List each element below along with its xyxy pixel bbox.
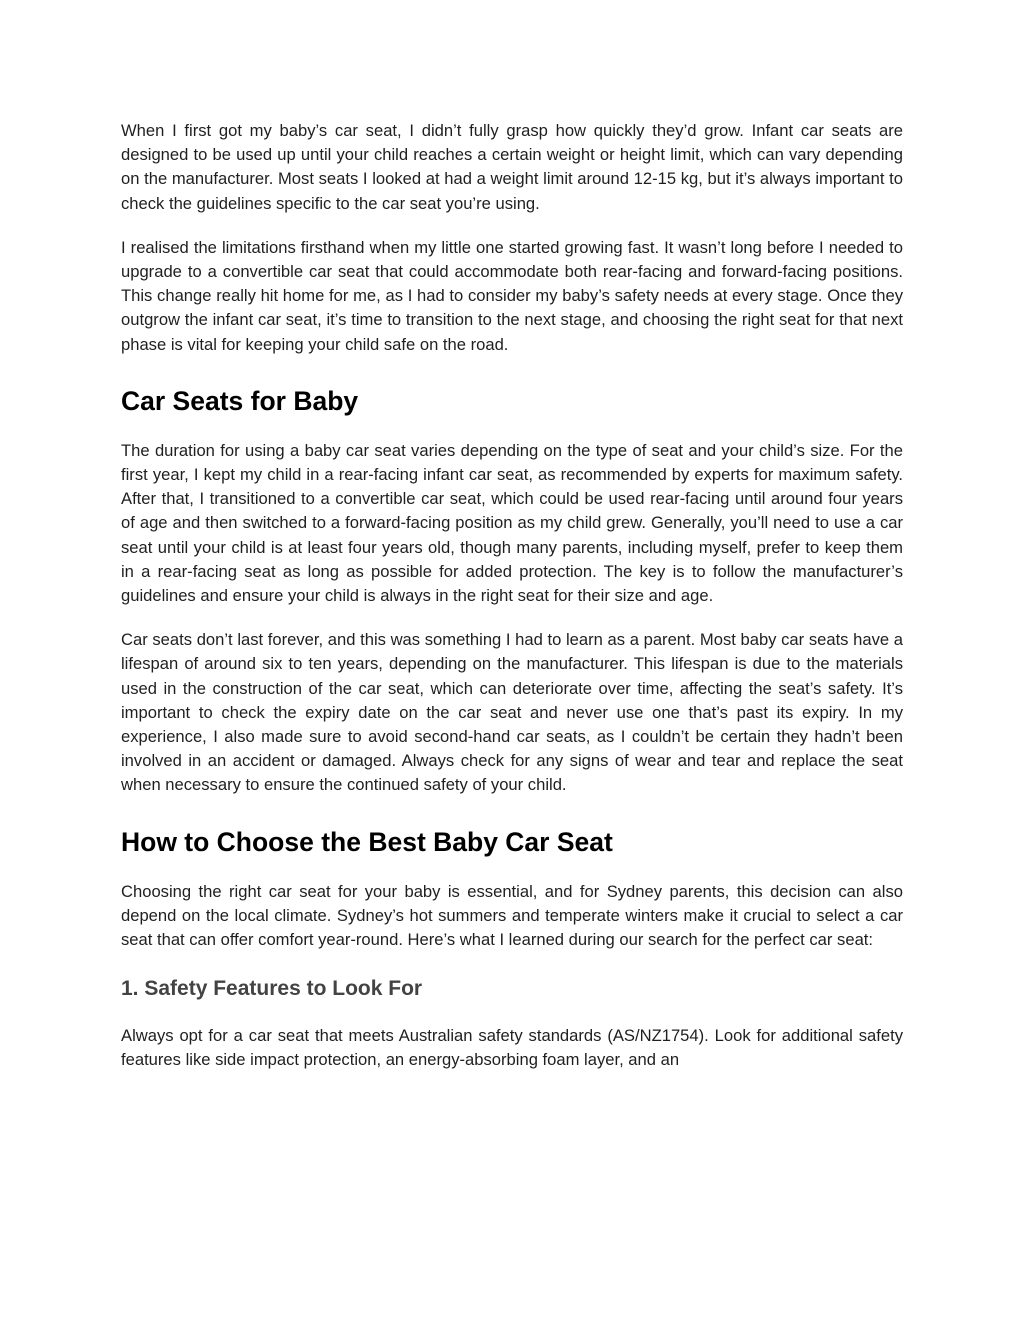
subheading-safety-features: 1. Safety Features to Look For [121,977,423,1001]
intro-paragraph-2: I realised the limitations firsthand when my little one started growing fast. It wasn’t long before I needed to upgrade to a convertible car seat that could accommodate both rear-facing and forward-facing positions. This change really hit home for me, as I had to consider my baby’s safety needs at every stage. Once they outgrow the infant car seat, it’s time to transition to the next stage, and choosing the right seat for that next phase is vital for keeping your child safe on the road. [121,237,903,354]
document-page [121,119,903,1093]
safety-paragraph: Always opt for a car seat that meets Australian safety standards (AS/NZ1754). Look for additional safety features like side impact protection, an energy-absorbing foam layer, and an [121,1026,903,1070]
heading-car-seats-for-baby: Car Seats for Baby [121,385,359,416]
heading-how-to-choose: How to Choose the Best Baby Car Seat [121,826,613,857]
intro-paragraph-1: When I first got my baby’s car seat, I didn’t fully grasp how quickly they’d grow. Infant car seats are designed to be used up until your child reaches a certain weight or height limit, which can vary depending on the manufacturer. Most seats I looked at had a weight limit around 12-15 kg, but it’s always important to check the guidelines specific to the car seat you’re using. [121,121,903,213]
car-seats-paragraph-2: Car seats don’t last forever, and this was something I had to learn as a parent. Most baby car seats have a lifespan of around six to ten years, depending on the manufacturer. This lifespan is due to the materials used in the construction of the car seat, which can deteriorate over time, affecting the seat’s safety. It’s important to check the expiry date on the car seat and never use one that’s past its expiry. In my experience, I also made sure to avoid second-hand car seats, as I couldn’t be certain they hadn’t been involved in an accident or damaged. Always check for any signs of wear and tear and replace the seat when necessary to ensure the continued safety of your child. [121,630,903,795]
choose-paragraph: Choosing the right car seat for your baby is essential, and for Sydney parents, this decision can also depend on the local climate. Sydney’s hot summers and temperate winters make it crucial to select a car seat that can offer comfort year-round. Here’s what I learned during our search for the perfect car seat: [121,881,903,950]
car-seats-paragraph-1: The duration for using a baby car seat varies depending on the type of seat and your child’s size. For the first year, I kept my child in a rear-facing infant car seat, as recommended by experts for maximum safety. After that, I transitioned to a convertible car seat, which could be used rear-facing until around four years of age and then switched to a forward-facing position as my child grew. Generally, you’ll need to use a car seat until your child is at least four years old, though many parents, including myself, prefer to keep them in a rear-facing seat as long as possible for added protection. The key is to follow the manufacturer’s guidelines and ensure your child is always in the right seat for their size and age. [121,440,903,606]
